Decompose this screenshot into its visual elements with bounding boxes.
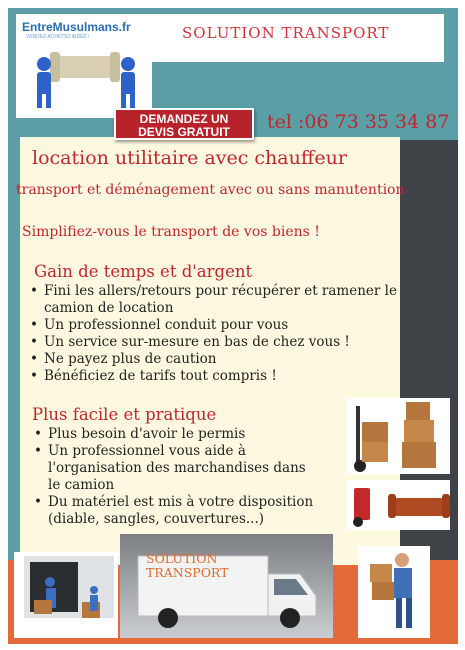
truck-label — [146, 552, 228, 580]
section1-title: Gain de temps et d'argent — [34, 262, 253, 281]
van-icon — [14, 552, 118, 638]
mover-carrying-boxes-photo — [358, 546, 430, 638]
list-item: • Plus besoin d'avoir le permis — [34, 426, 320, 443]
logo-box — [16, 14, 152, 118]
list-item: • Un professionnel conduit pour vous — [30, 317, 430, 334]
logo-name: EntreMusulmans.fr — [22, 20, 131, 34]
truck-photo — [120, 534, 333, 638]
truck-icon — [120, 534, 333, 638]
flyer-title: SOLUTION TRANSPORT — [182, 24, 390, 42]
dolly-sofa-photo — [346, 480, 450, 530]
logo-tagline: VENDEZ ACHETEZ AIDEZ ! — [26, 34, 90, 40]
tagline: Simplifiez-vous le transport de vos biens ! — [22, 224, 320, 240]
list-item: • Un service sur-mesure en bas de chez vous ! — [30, 334, 430, 351]
truck-label-line1: SOLUTION — [146, 551, 218, 566]
mover-icon — [358, 546, 430, 638]
subheadline: transport et déménagement avec ou sans manutention — [16, 182, 405, 198]
list-item: • Fini les allers/retours pour récupérer et ramener le camion de location — [30, 283, 430, 317]
cta-line2: DEVIS GRATUIT — [138, 125, 230, 139]
cta-line1: DEMANDEZ UN — [139, 112, 229, 126]
list-item: • Ne payez plus de caution — [30, 351, 430, 368]
van-loading-photo — [14, 552, 118, 638]
section2-title: Plus facile et pratique — [32, 405, 217, 424]
movers-sofa-icon — [16, 14, 152, 118]
list-item: • Du matériel est mis à votre disposition (diable, sangles, couvertures...) — [34, 494, 320, 528]
truck-label-line2: TRANSPORT — [146, 565, 229, 580]
list-item: • Bénéficiez de tarifs tout compris ! — [30, 368, 430, 385]
hand-truck-icon — [346, 398, 450, 474]
list-item: • Un professionnel vous aide à l'organisation des marchandises dans le camion — [34, 443, 320, 494]
section2-list — [34, 426, 320, 528]
phone-number[interactable]: tel :06 73 35 34 87 — [267, 111, 450, 133]
hand-truck-boxes-photo — [346, 398, 450, 474]
section1-list — [30, 283, 430, 385]
sofa-icon — [346, 480, 450, 530]
headline: location utilitaire avec chauffeur — [32, 147, 347, 169]
free-quote-button[interactable] — [114, 108, 254, 140]
